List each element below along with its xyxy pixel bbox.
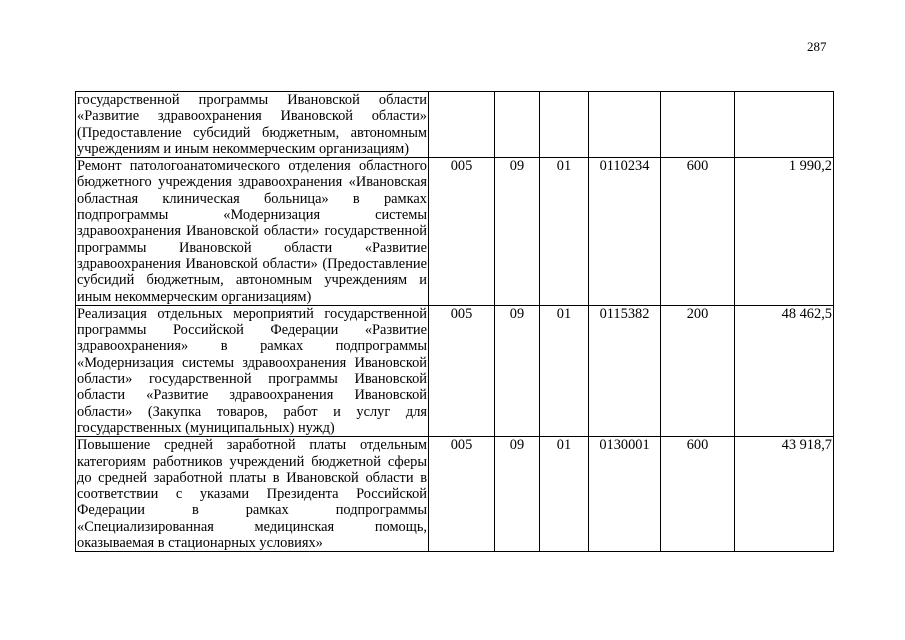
amount-cell: 48 462,5 [735,305,834,436]
description-line: Российской Федерации в рамках подпрограммы [77,486,427,519]
table-row [76,92,834,158]
section-code-cell [495,92,540,158]
table-row [76,437,834,552]
grbs-code-cell [429,92,495,158]
description-line: «Модернизация системы здравоохранения [77,354,347,371]
section-code-cell: 09 [495,158,540,306]
description-line: Ремонт патологоанатомического отделения [77,158,351,175]
amount-cell: 1 990,2 [735,158,834,306]
target-article-code-cell: 0130001 [589,437,661,552]
description-line: (Предоставление субсидий бюджетным, автономным [77,255,427,289]
page-number: 287 [807,39,827,54]
description-line: здравоохранения» в рамках подпрограммы [77,338,427,355]
description-line: программы Российской Федерации «Развитие [77,322,427,339]
description-line: областного бюджетного учреждения здравоохранения [77,158,427,191]
subsection-code-cell [540,92,589,158]
section-code-cell: 09 [495,437,540,552]
description-line: категориям работников учреждений бюджетной [77,453,381,470]
description-line: для государственных (муниципальных) нужд) [77,403,427,436]
description-line: Ивановской области» государственной программы [77,354,427,388]
description-line: учреждениям и иным некоммерческим организациям) [77,272,427,305]
table-row [76,305,834,436]
description-line: «Развитие здравоохранения Ивановской области» [77,239,427,272]
budget-table [75,91,834,552]
description-line: государственной программы Ивановской области [77,92,427,108]
expense-type-code-cell: 200 [661,305,735,436]
description-line: государственной программы Ивановской области [77,223,427,256]
description-cell [76,158,429,306]
description-line: области в соответствии с указами Президента [77,469,427,503]
description-line: «Специализированная медицинская помощь, [77,518,427,535]
description-line: Ивановской области» (Закупка товаров, работ и услуг [77,387,427,420]
description-line: здравоохранения Ивановской области» [77,223,320,240]
amount-cell: 43 918,7 [735,437,834,552]
table-body [76,92,834,552]
amount-cell [735,92,834,158]
description-line: Реализация отдельных мероприятий государственной [77,305,427,322]
expense-type-code-cell [661,92,735,158]
description-line: оказываемая в стационарных условиях» [77,535,323,552]
grbs-code-cell: 005 [429,158,495,306]
description-cell [76,92,429,158]
table-row [76,158,834,306]
target-article-code-cell [589,92,661,158]
target-article-code-cell: 0110234 [589,158,661,306]
description-line: «Ивановская областная клиническая больница» в [77,174,427,207]
description-line: Повышение средней заработной платы отдельным [77,437,427,454]
description-line: учреждениям и иным некоммерческим организациям) [77,140,410,157]
description-line: «Развитие здравоохранения Ивановской области» [77,108,427,125]
description-line: Ивановской области «Развитие здравоохранения [77,371,427,404]
target-article-code-cell: 0115382 [589,305,661,436]
description-cell [76,305,429,436]
description-line: (Предоставление субсидий бюджетным, автономным [77,124,427,141]
subsection-code-cell: 01 [540,437,589,552]
expense-type-code-cell: 600 [661,437,735,552]
grbs-code-cell: 005 [429,437,495,552]
description-line: рамках подпрограммы «Модернизация системы [77,190,427,224]
subsection-code-cell: 01 [540,158,589,306]
grbs-code-cell: 005 [429,305,495,436]
section-code-cell: 09 [495,305,540,436]
description-cell [76,437,429,552]
description-line: сферы до средней заработной платы в Ивановской [77,453,427,486]
subsection-code-cell: 01 [540,305,589,436]
expense-type-code-cell: 600 [661,158,735,306]
